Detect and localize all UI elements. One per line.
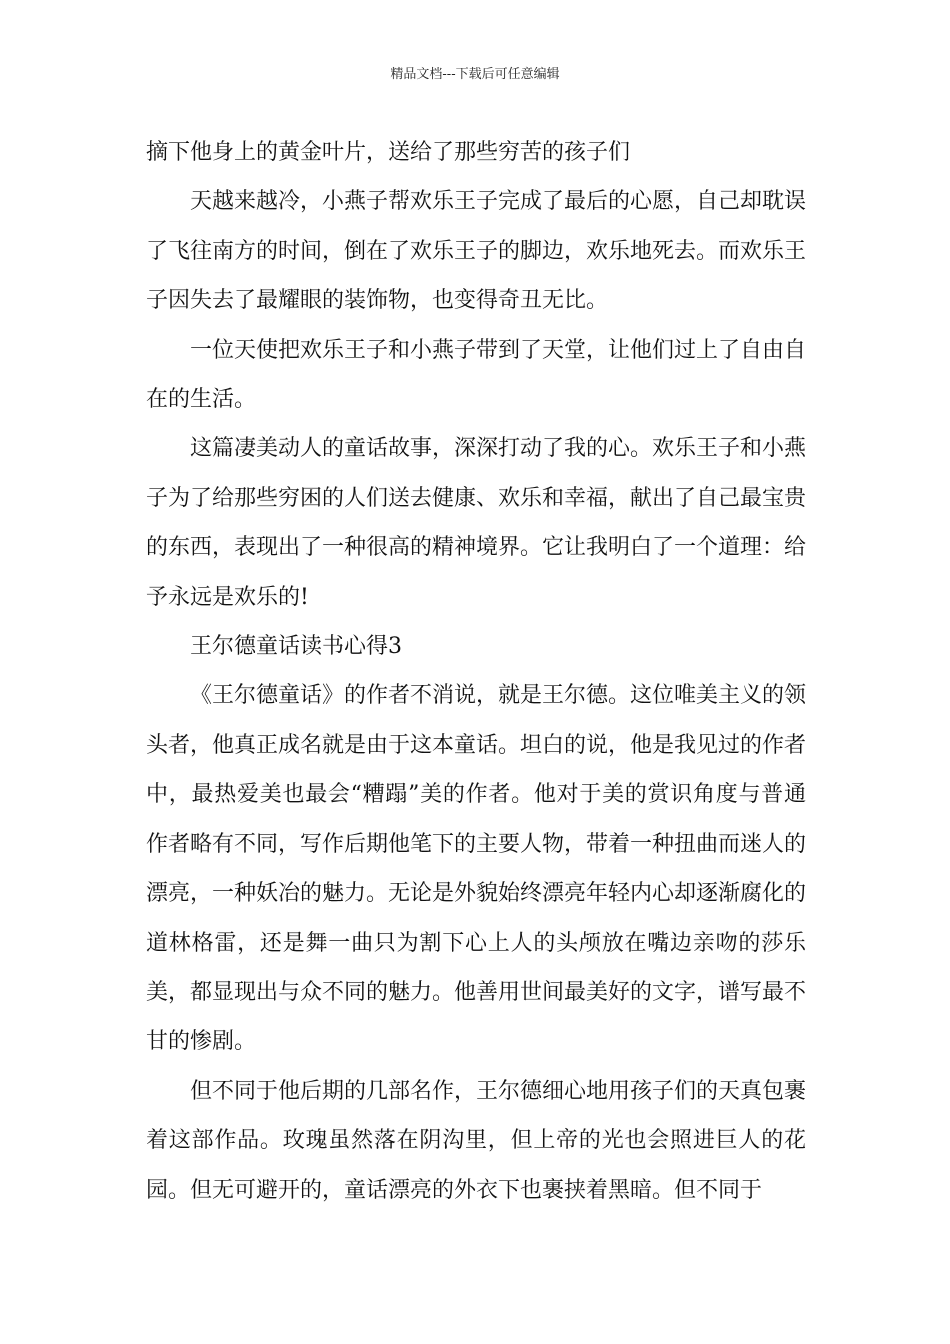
paragraph: 一位天使把欢乐王子和小燕子带到了天堂，让他们过上了自由自在的生活。: [146, 337, 807, 413]
paragraph: 这篇凄美动人的童话故事，深深打动了我的心。欢乐王子和小燕子为了给那些穷困的人们送去健康、欢乐和幸福，献出了自己最宝贵的东西，表现出了一种很高的精神境界。它让我明白了一个道理：给予永远是欢乐的!: [146, 436, 807, 610]
section-heading: 王尔德童话读书心得3: [190, 634, 402, 660]
paragraph: 天越来越冷，小燕子帮欢乐王子完成了最后的心愿，自己却耽误了飞往南方的时间，倒在了欢乐王子的脚边，欢乐地死去。而欢乐王子因失去了最耀眼的装饰物，也变得奇丑无比。: [146, 189, 807, 314]
paragraph: 《王尔德童话》的作者不消说，就是王尔德。这位唯美主义的领头者，他真正成名就是由于这本童话。坦白的说，他是我见过的作者中，最热爱美也最会“糟蹋”美的作者。他对于美的赏识角度与普通作者略有不同，写作后期他笔下的主要人物，带着一种扭曲而迷人的漂亮，一种妖冶的魅力。无论是外貌始终漂亮年轻内心却逐渐腐化的道林格雷，还是舞一曲只为割下心上人的头颅放在嘴边亲吻的莎乐美，都显现出与众不同的魅力。他善用世间最美好的文字，谱写最不甘的惨剧。: [146, 683, 807, 1055]
paragraph-continuation: 摘下他身上的黄金叶片，送给了那些穷苦的孩子们: [146, 140, 631, 165]
document-body: [146, 128, 806, 1215]
paragraph: 但不同于他后期的几部名作，王尔德细心地用孩子们的天真包裹着这部作品。玫瑰虽然落在阴沟里，但上帝的光也会照进巨人的花园。但无可避开的，童话漂亮的外衣下也裹挟着黑暗。但不同于: [146, 1078, 807, 1203]
page-header: 精品文档---下载后可任意编辑: [390, 67, 560, 82]
